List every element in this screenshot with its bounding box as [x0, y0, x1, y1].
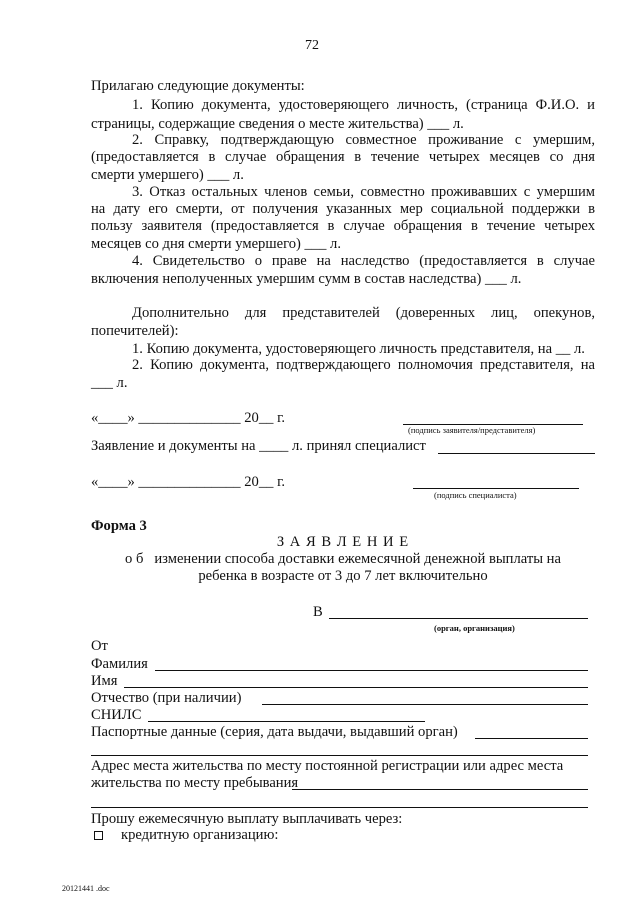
accepted-line: Заявление и документы на ____ л. принял специалист	[91, 438, 426, 454]
option-credit-org-checkbox[interactable]	[94, 831, 103, 840]
address-field-continued[interactable]	[91, 807, 588, 808]
date-field: «____» ______________ 20__ г.	[91, 410, 286, 426]
specialist-signature-line	[413, 488, 579, 489]
attach-item-4-line-1: 4. Свидетельство о праве на наследство (предоставляется в случае	[132, 253, 595, 269]
attach-item-3-line-3: пользу заявителя (предоставляется в случае обращения в течение четырех	[91, 218, 595, 234]
name-field[interactable]	[124, 687, 588, 688]
passport-label: Паспортные данные (серия, дата выдачи, выдавший орган)	[91, 724, 458, 740]
recipient-prefix: В	[313, 604, 323, 620]
passport-field-continued[interactable]	[91, 755, 588, 756]
address-label-line-2: жительства по месту пребывания	[91, 775, 299, 791]
payment-request: Прошу ежемесячную выплату выплачивать через:	[91, 811, 403, 827]
specialist-name-line	[438, 453, 595, 454]
name-label: Имя	[91, 673, 118, 689]
attach-item-4-line-2: включения неполученных умершим сумм в состав наследства) ___ л.	[91, 271, 522, 287]
attach-item-2-line-3: смерти умершего) ___ л.	[91, 167, 244, 183]
representatives-item-2-line-2: ___ л.	[91, 375, 128, 391]
address-field[interactable]	[292, 789, 588, 790]
attachments-intro: Прилагаю следующие документы:	[91, 78, 305, 94]
option-credit-org-label: кредитную организацию:	[121, 827, 279, 843]
snils-label: СНИЛС	[91, 707, 142, 723]
attach-item-2-line-1: 2. Справку, подтверждающую совместное проживание с умершим,	[132, 132, 595, 148]
representatives-intro-line-2: попечителей):	[91, 323, 179, 339]
address-label-line-1: Адрес места жительства по месту постоянной регистрации или адрес места	[91, 758, 564, 774]
form-title: З А Я В Л Е Н И Е	[276, 534, 410, 550]
signature-caption: (подпись заявителя/представителя)	[408, 425, 536, 435]
representatives-item-2-line-1: 2. Копию документа, подтверждающего полномочия представителя, на	[132, 357, 595, 373]
form-subtitle-1: о б изменении способа доставки ежемесячной денежной выплаты на	[125, 551, 561, 567]
specialist-signature-caption: (подпись специалиста)	[434, 490, 517, 500]
attach-item-1-line-1: 1. Копию документа, удостоверяющего личность, (страница Ф.И.О. и	[132, 97, 595, 113]
attach-item-2-line-2: (предоставляется в случае обращения в течение четырех месяцев со дня	[91, 149, 595, 165]
attach-item-3-line-1: 3. Отказ остальных членов семьи, совместно проживавших с умершим	[132, 184, 595, 200]
surname-field[interactable]	[155, 670, 588, 671]
recipient-caption: (орган, организация)	[434, 623, 515, 633]
snils-field[interactable]	[148, 721, 425, 722]
attach-item-1-line-2: страницы, содержащие сведения о месте жительства) ___ л.	[91, 116, 464, 132]
recipient-field[interactable]	[329, 618, 588, 619]
surname-label: Фамилия	[91, 656, 148, 672]
page-number: 72	[305, 38, 319, 53]
passport-field[interactable]	[475, 738, 588, 739]
date-field-2: «____» ______________ 20__ г.	[91, 474, 286, 490]
attach-item-3-line-2: на дату его смерти, от получения указанных мер социальной поддержки в	[91, 201, 595, 217]
footer-filename: 20121441 .doc	[62, 884, 110, 893]
attach-item-3-line-4: месяцев со дня смерти умершего) ___ л.	[91, 236, 341, 252]
patronymic-field[interactable]	[262, 704, 588, 705]
representatives-intro-line-1: Дополнительно для представителей (доверенных лиц, опекунов,	[132, 305, 595, 321]
patronymic-label: Отчество (при наличии)	[91, 690, 242, 706]
form-label: Форма 3	[91, 518, 147, 534]
from-label: От	[91, 638, 108, 654]
form-subtitle-2: ребенка в возрасте от 3 до 7 лет включительно	[198, 568, 488, 584]
representatives-item-1: 1. Копию документа, удостоверяющего личность представителя, на __ л.	[132, 341, 585, 357]
